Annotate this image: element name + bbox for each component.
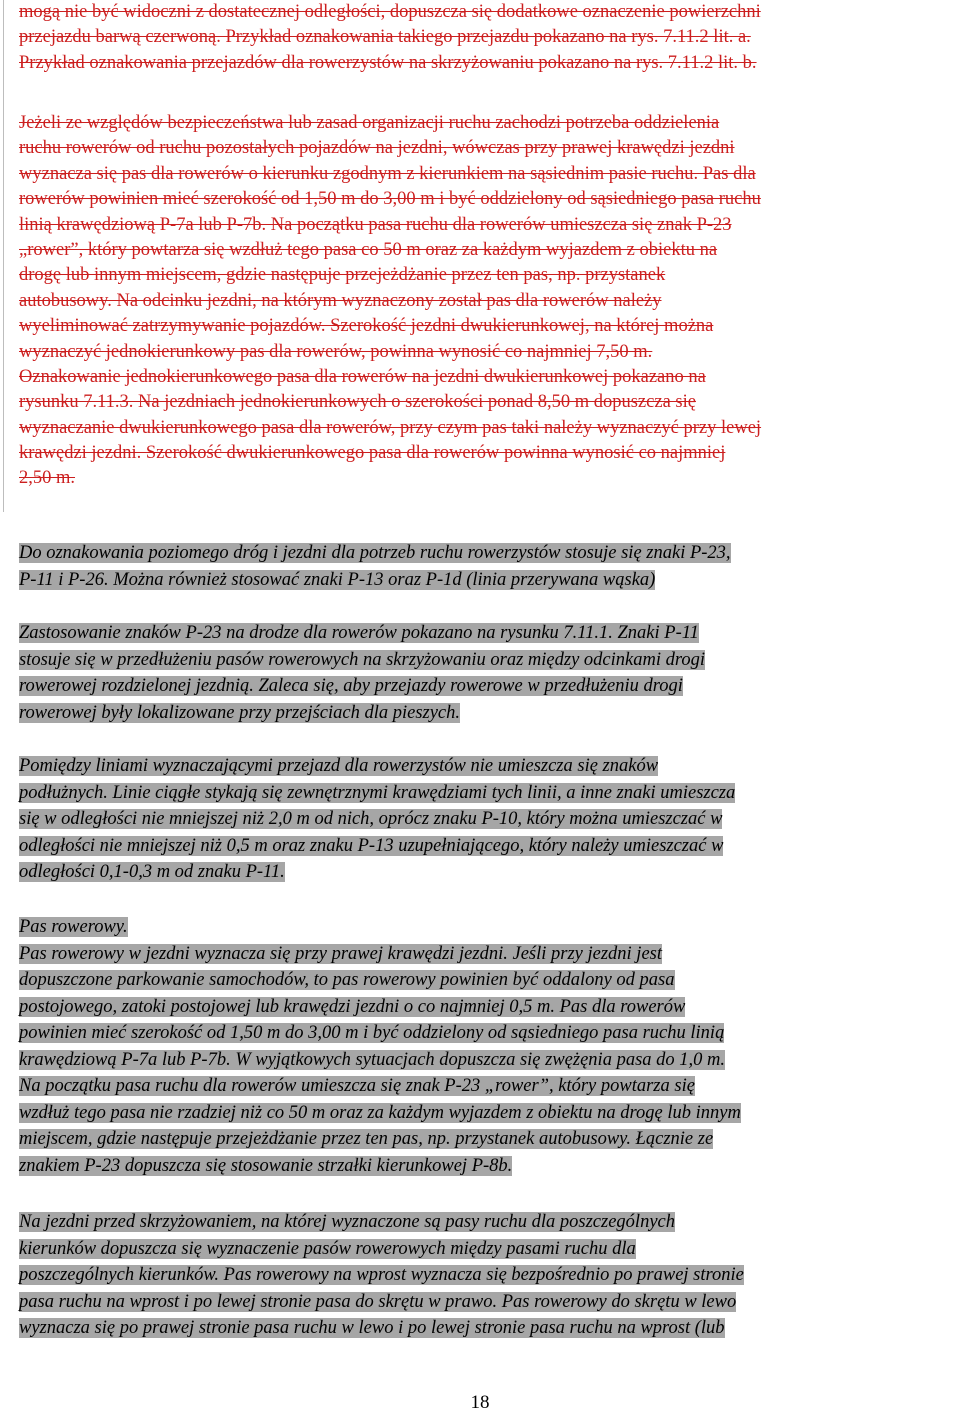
inserted-line (19, 1100, 959, 1127)
highlighted-text: kierunków dopuszcza się wyznaczenie pasów rowerowych między pasami ruchu dla (19, 1238, 636, 1259)
deleted-line: wyznacza się pas dla rowerów o kierunku zgodnym z kierunkiem na sąsiednim pasie ruchu. Pas dla (19, 163, 756, 184)
highlighted-text: powinien mieć szerokość od 1,50 m do 3,00 m i być oddzielony od sąsiedniego pasa ruchu linią (19, 1023, 725, 1043)
highlighted-text: Zastosowanie znaków P-23 na drodze dla rowerów pokazano na rysunku 7.11.1. Znaki P-11 (19, 623, 699, 643)
highlighted-text: odległości nie mniejszej niż 0,5 m oraz znaku P-13 uzupełniającego, który należy umieszczać w (19, 835, 724, 856)
inserted-paragraph-5 (19, 1209, 959, 1342)
deleted-line: „rower”, który powtarza się wzdłuż tego pasa co 50 m oraz za każdym wyjazdem z obiektu na (19, 239, 718, 260)
inserted-line (19, 1262, 959, 1289)
deleted-line: ruchu rowerów od ruchu pozostałych pojazdów na jezdni, wówczas przy prawej krawędzi jezdni (19, 138, 735, 159)
inserted-line (19, 941, 959, 968)
inserted-line (19, 780, 959, 807)
deleted-line: Jeżeli ze względów bezpieczeństwa lub zasad organizacji ruchu zachodzi potrzeba oddzielenia (19, 113, 720, 133)
deleted-line: rysunku 7.11.3. Na jezdniach jednokierunkowych o szerokości ponad 8,50 m dopuszcza się (19, 392, 696, 413)
highlighted-text: poszczególnych kierunków. Pas rowerowy na wprost wyznacza się bezpośrednio po prawej stronie (19, 1265, 744, 1285)
highlighted-text: miejscem, gdzie następuje przejeżdżanie przez ten pas, np. przystanek autobusowy. Łącznie ze (19, 1129, 714, 1149)
inserted-line (19, 1209, 959, 1236)
highlighted-text: dopuszczone parkowanie samochodów, to pas rowerowy powinien być oddalony od pasa (19, 970, 675, 990)
inserted-line (19, 673, 959, 700)
inserted-line (19, 567, 959, 594)
deleted-line: autobusowy. Na odcinku jezdni, na którym wyznaczony został pas dla rowerów należy (19, 290, 662, 311)
deleted-line: przejazdu barwą czerwoną. Przykład oznakowania takiego przejazdu pokazano na rys. 7.11.2 lit. a. (19, 27, 751, 48)
highlighted-text: Do oznakowania poziomego dróg i jezdni dla potrzeb ruchu rowerzystów stosuje się znaki P-23, (19, 543, 731, 563)
inserted-line (19, 1236, 959, 1263)
deleted-line: wyeliminować zatrzymywanie pojazdów. Szerokość jezdni dwukierunkowej, na której można (19, 316, 714, 337)
inserted-paragraph-2 (19, 620, 959, 726)
inserted-line (19, 540, 959, 567)
inserted-line (19, 753, 959, 780)
inserted-line (19, 833, 959, 860)
deleted-line: rowerów powinien mieć szerokość od 1,50 m do 3,00 m i być oddzielony od sąsiedniego pasa ruchu (19, 189, 761, 210)
inserted-line (19, 806, 959, 833)
inserted-line (19, 859, 959, 886)
deleted-line: krawędzi jezdni. Szerokość dwukierunkowego pasa dla rowerów powinna wynosić co najmniej (19, 443, 726, 464)
inserted-line (19, 1020, 959, 1047)
highlighted-text: się w odległości nie mniejszej niż 2,0 m od nich, oprócz znaku P-10, który można umieszczać w (19, 809, 723, 829)
highlighted-text: Na początku pasa ruchu dla rowerów umieszcza się znak P-23 „rower”, który powtarza się (19, 1076, 695, 1096)
highlighted-text: P-11 i P-26. Można również stosować znaki P-13 oraz P-1d (linia przerywana wąska) (19, 569, 656, 590)
deleted-line: linią krawędziową P-7a lub P-7b. Na początku pasa ruchu dla rowerów umieszcza się znak P-23 (19, 214, 732, 235)
deleted-line: mogą nie być widoczni z dostatecznej odległości, dopuszcza się dodatkowe oznaczenie powierzchni (19, 2, 761, 22)
page-number: 18 (470, 1392, 490, 1413)
inserted-line (19, 1289, 959, 1316)
inserted-line (19, 1047, 959, 1074)
deleted-line: wyznaczanie dwukierunkowego pasa dla rowerów, przy czym pas taki należy wyznaczyć przy lewej (19, 417, 762, 438)
inserted-line (19, 1153, 959, 1180)
inserted-line (19, 994, 959, 1021)
highlighted-text: rowerowej rozdzielonej jezdnią. Zaleca się, aby przejazdy rowerowe w przedłużeniu drogi (19, 676, 683, 696)
highlighted-text: wyznacza się po prawej stronie pasa ruchu w lewo i po lewej stronie pasa ruchu na wprost (lub (19, 1318, 725, 1338)
deleted-line: wyznaczyć jednokierunkowy pas dla rowerów, powinna wynosić co najmniej 7,50 m. (19, 341, 653, 362)
inserted-paragraph-4 (19, 914, 959, 1179)
highlighted-text: wzdłuż tego pasa nie rzadziej niż co 50 m oraz za każdym wyjazdem z obiektu na drogę lub innym (19, 1102, 741, 1123)
deleted-line: drogę lub innym miejscem, gdzie następuje przejeżdżanie przez ten pas, np. przystanek (19, 265, 666, 286)
inserted-line (19, 647, 959, 674)
highlighted-text: pasa ruchu na wprost i po lewej stronie pasa do skrętu w prawo. Pas rowerowy do skrętu w lewo (19, 1291, 737, 1312)
deleted-paragraph-2 (19, 111, 959, 492)
highlighted-text: Pomiędzy liniami wyznaczającymi przejazd dla rowerzystów nie umieszcza się znaków (19, 756, 659, 776)
deleted-paragraph-1 (19, 0, 959, 76)
highlighted-text: krawędziową P-7a lub P-7b. W wyjątkowych sytuacjach dopuszcza się zwężęnia pasa do 1,0 m. (19, 1049, 725, 1070)
deleted-line: Przykład oznakowania przejazdów dla rowerzystów na skrzyżowaniu pokazano na rys. 7.11.2 lit. b. (19, 52, 757, 73)
highlighted-text: stosuje się w przedłużeniu pasów rowerowych na skrzyżowaniu oraz między odcinkami drogi (19, 649, 706, 670)
inserted-line (19, 700, 959, 727)
inserted-line (19, 1126, 959, 1153)
deleted-line: 2,50 m. (19, 468, 76, 489)
highlighted-text: postojowego, zatoki postojowej lub krawędzi jezdni o co najmniej 0,5 m. Pas dla rowerów (19, 996, 686, 1017)
highlighted-text: Na jezdni przed skrzyżowaniem, na której wyznaczone są pasy ruchu dla poszczególnych (19, 1212, 675, 1232)
inserted-paragraph-3 (19, 753, 959, 886)
section-heading (19, 914, 959, 941)
highlighted-text: podłużnych. Linie ciągłe stykają się zewnętrznymi krawędziami tych linii, a inne znaki umieszcza (19, 782, 736, 803)
highlighted-text: rowerowej były lokalizowane przy przejściach dla pieszych. (19, 702, 461, 723)
highlighted-text: znakiem P-23 dopuszcza się stosowanie strzałki kierunkowej P-8b. (19, 1155, 513, 1176)
highlighted-text: Pas rowerowy. (19, 917, 128, 937)
highlighted-text: odległości 0,1-0,3 m od znaku P-11. (19, 862, 285, 882)
inserted-line (19, 620, 959, 647)
inserted-line (19, 1315, 959, 1342)
inserted-line (19, 967, 959, 994)
change-bar (3, 0, 4, 512)
inserted-paragraph-1 (19, 540, 959, 593)
deleted-line: Oznakowanie jednokierunkowego pasa dla rowerów na jezdni dwukierunkowej pokazano na (19, 366, 706, 387)
inserted-line (19, 1073, 959, 1100)
highlighted-text: Pas rowerowy w jezdni wyznacza się przy prawej krawędzi jezdni. Jeśli przy jezdni jest (19, 943, 663, 964)
